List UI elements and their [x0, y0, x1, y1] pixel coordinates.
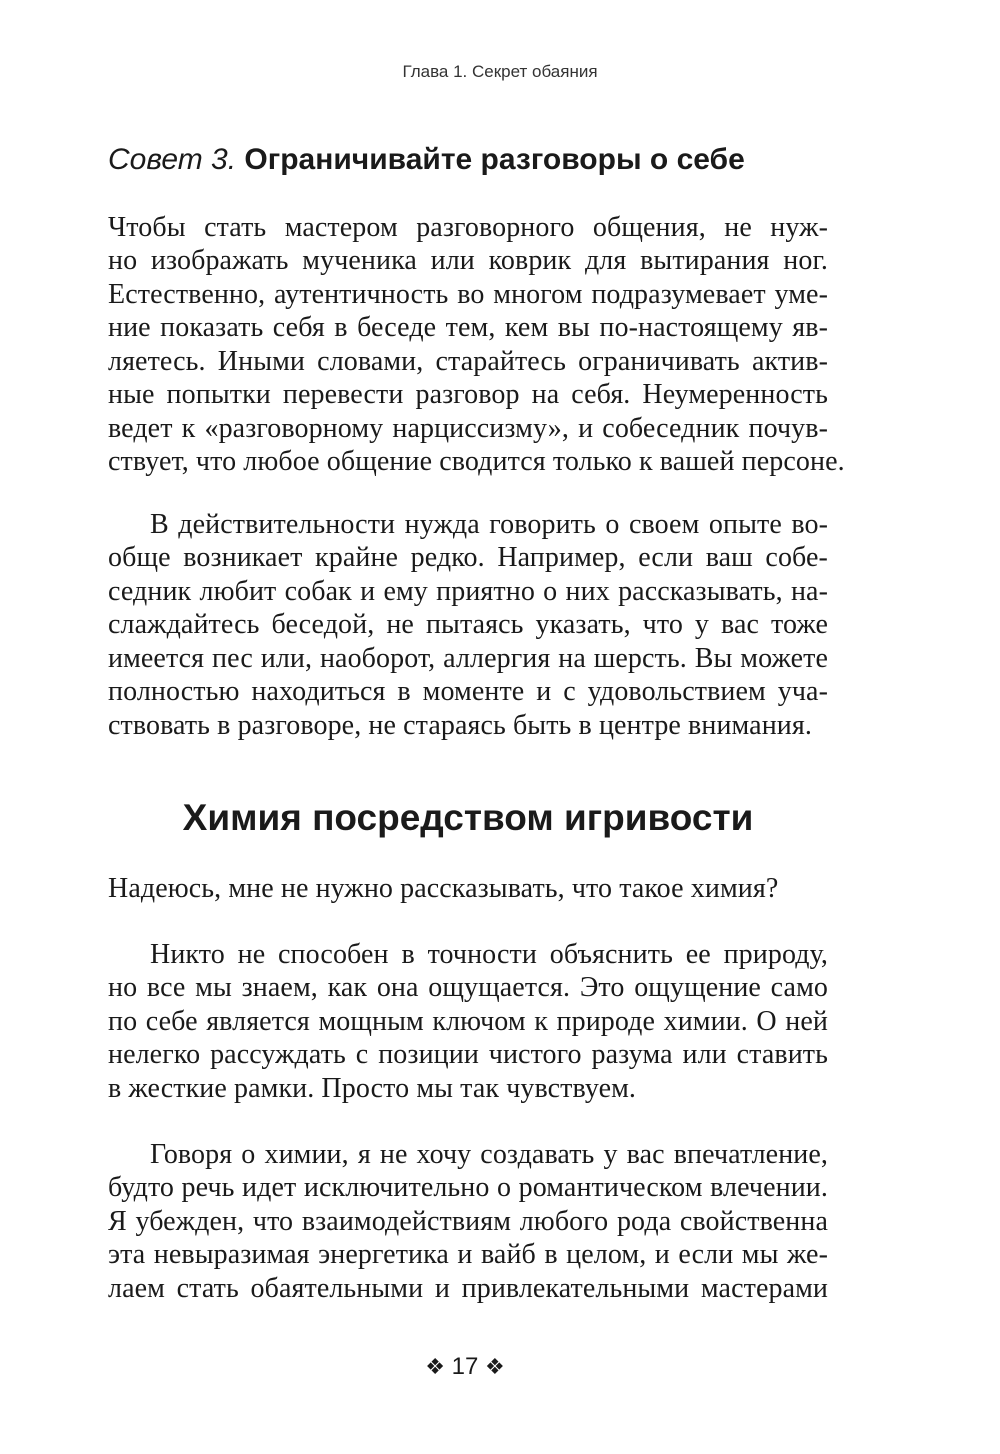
- text-line: по себе является мощным ключом к природе химии. О ней: [108, 1006, 828, 1037]
- advice-number: Совет 3.: [108, 143, 237, 176]
- text-line: но изображать мученика или коврик для вытирания ног.: [108, 245, 828, 276]
- text-line: имеется пес или, наоборот, аллергия на шерсть. Вы можете: [108, 643, 828, 674]
- text-line: Говоря о химии, я не хочу создавать у вас впечатление,: [150, 1139, 828, 1170]
- text-line: будто речь идет исключительно о романтическом влечении.: [108, 1172, 828, 1203]
- text-line: Никто не способен в точности объяснить ее природу,: [150, 939, 828, 970]
- text-line: ляетесь. Иными словами, старайтесь ограничивать актив-: [108, 346, 828, 377]
- text-line: Надеюсь, мне не нужно рассказывать, что такое химия?: [108, 873, 779, 904]
- ornament-icon: ❖: [425, 1354, 445, 1379]
- text-line: В действительности нужда говорить о своем опыте во-: [150, 509, 828, 540]
- text-line: в жесткие рамки. Просто мы так чувствуем.: [108, 1073, 637, 1104]
- text-line: полностью находиться в моменте и с удовольствием уча-: [108, 676, 828, 707]
- text-line: слаждайтесь беседой, не пытаясь указать, что у вас тоже: [108, 609, 828, 640]
- text-line: седник любит собак и ему приятно о них рассказывать, на-: [108, 576, 828, 607]
- text-line: ние показать себя в беседе тем, кем вы по-настоящему яв-: [108, 312, 828, 343]
- text-line: лаем стать обаятельными и привлекательными мастерами: [108, 1273, 828, 1304]
- page-number: 17: [451, 1353, 479, 1380]
- page-number-footer: [0, 1352, 930, 1382]
- text-line: ведет к «разговорному нарциссизму», и собеседник почув-: [108, 413, 828, 444]
- advice-heading: [108, 140, 828, 180]
- text-line: Я убежден, что взаимодействиям любого рода свойственна: [108, 1206, 828, 1237]
- text-line: ные попытки перевести разговор на себя. Неумеренность: [108, 379, 828, 410]
- text-line: эта невыразимая энергетика и вайб в целом, и если мы же-: [108, 1239, 828, 1270]
- running-head: Глава 1. Секрет обаяния: [402, 62, 598, 81]
- text-line: ствовать в разговоре, не стараясь быть в центре внимания.: [108, 710, 812, 741]
- text-line: Естественно, аутентичность во многом подразумевает уме-: [108, 279, 828, 310]
- section-heading: Химия посредством игривости: [182, 797, 754, 838]
- text-line: обще возникает крайне редко. Например, если ваш собе-: [108, 542, 828, 573]
- ornament-icon: ❖: [485, 1354, 505, 1379]
- text-line: ствует, что любое общение сводится только к вашей персоне.: [108, 446, 845, 477]
- text-line: но все мы знаем, как она ощущается. Это ощущение само: [108, 972, 828, 1003]
- text-line: нелегко рассуждать с позиции чистого разума или ставить: [108, 1039, 828, 1070]
- text-line: Чтобы стать мастером разговорного общения, не нуж-: [108, 212, 828, 243]
- advice-title: Ограничивайте разговоры о себе: [244, 143, 745, 176]
